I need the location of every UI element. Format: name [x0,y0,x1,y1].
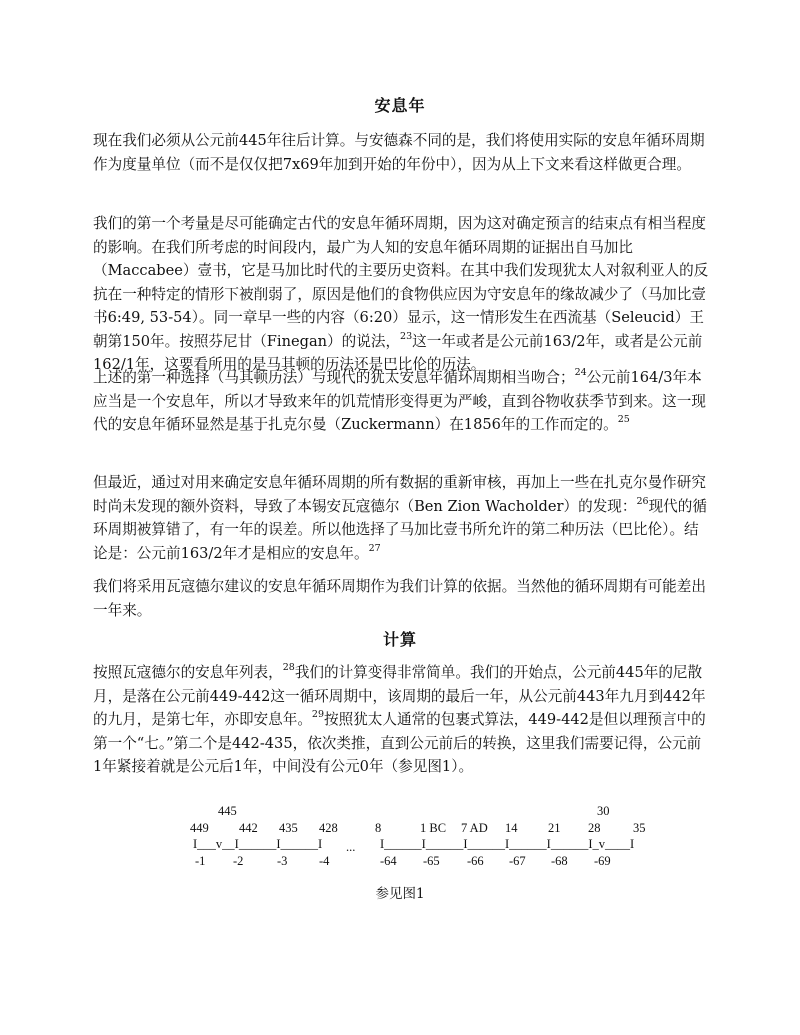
paragraph-2-text-b: 这一年或者是公元前163/2年，或者是公元前162/1年，这要看所用的是马其顿的历法还是巴比伦的历法。 [93,332,703,373]
paragraph-5: 我们将采用瓦寇德尔建议的安息年循环周期作为我们计算的依据。当然他的循环周期有可能差出一年来。 [93,578,706,619]
footnote-ref[interactable]: 27 [368,542,381,554]
paragraph-2 [93,212,709,377]
cycle-count: -3 [277,854,288,868]
ellipsis: ... [346,840,356,854]
year-label: 449 [190,821,209,835]
cycle-count: -2 [233,854,244,868]
year-label: 21 [548,821,561,835]
paragraph-6-text-b: 我们的计算变得非常简单。我们的开始点，公元前445年的尼散月，是落在公元前449-442这一循环周期中，该周期的最后一年，从公元前443年九月到442年的九月，是第七年，亦即安息年。 [93,664,706,728]
year-label: 428 [319,821,338,835]
footnote-ref[interactable]: 25 [617,414,630,426]
paragraph-3-text-b: 公元前164/3年本应当是一个安息年，所以才导致来年的饥荒情形变得更为严峻，直到谷物收获季节到来。这一现代的安息年循环显然是基于扎克尔曼（Zuckermann）在1856年的工作而定的。 [93,369,706,433]
cycle-count: -67 [509,854,526,868]
year-label: 442 [239,821,258,835]
cycle-count: -1 [195,854,206,868]
footnote-ref[interactable]: 24 [574,367,587,379]
year-label: 7 AD [461,821,488,835]
paragraph-4-text-a: 但最近，通过对用来确定安息年循环周期的所有数据的重新审核，再加上一些在扎克尔曼作研究时尚未发现的额外资料，导致了本锡安瓦寇德尔（Ben Zion Wacholder）的发现： [93,474,706,515]
cycle-line-right: I______I______I______I______I______I_v____I [380,837,635,851]
paragraph-6-text-a: 按照瓦寇德尔的安息年列表， [93,664,283,681]
paragraph-4-text-b: 现代的循环周期被算错了，有一年的误差。所以他选择了马加比壹书所允许的第二种历法（巴比伦）。结论是：公元前163/2年才是相应的安息年。 [93,497,707,562]
footnote-ref[interactable]: 29 [311,709,325,721]
cycle-count: -68 [551,854,568,868]
mark-above-30: 30 [597,804,610,818]
cycle-count: -4 [319,854,330,868]
section-title-sabbatical-year: 安息年 [374,96,426,115]
paragraph-6 [93,661,709,779]
cycle-line-left: I___v__I______I______I [193,837,323,851]
paragraph-2-text-a: 我们的第一个考量是尽可能确定古代的安息年循环周期，因为这对确定预言的结束点有相当程度的影响。在我们所考虑的时间段内，最广为人知的安息年循环周期的证据出自马加比（Maccabee）壹书，它是马加比时代的主要历史资料。在其中我们发现犹太人对叙利亚人的反抗在一种特定的情形下被削弱了，原因是他们的食物供应因为守安息年的缘故减少了（马加比壹书6:49, 53-54）。同一章早一些的内容（6:20）显示，这一情形发生在西流基（Seleucid）王朝第150年。按照芬尼甘（Finegan）的说法， [93,215,709,350]
section-title-calculation: 计算 [382,630,417,649]
cycle-count: -66 [467,854,484,868]
year-label: 435 [279,821,298,835]
footnote-ref[interactable]: 23 [400,330,413,342]
mark-above-445: 445 [218,804,237,818]
year-label: 35 [633,821,646,835]
year-label: 28 [588,821,601,835]
footnote-ref[interactable]: 28 [282,662,295,674]
year-label: 1 BC [420,821,447,835]
figure-caption: 参见图1 [375,886,425,902]
sabbatical-cycle-diagram [0,800,800,880]
cycle-count: -69 [594,854,611,868]
paragraph-6-text-c: 按照犹太人通常的包裹式算法，449-442是但以理预言中的第一个“七。”第二个是442-435，依次类推，直到公元前后的转换，这里我们需要记得，公元前1年紧接着就是公元后1年，中间没有公元0年（参见图1）。 [93,711,706,775]
cycle-count: -65 [423,854,440,868]
footnote-ref[interactable]: 26 [636,495,649,507]
paragraph-3-text-a: 上述的第一种选择（马其顿历法）与现代的犹太安息年循环周期相当吻合； [93,369,575,386]
paragraph-3 [93,366,709,437]
cycle-count: -64 [380,854,397,868]
paragraph-1: 现在我们必须从公元前445年往后计算。与安德森不同的是，我们将使用实际的安息年循环周期作为度量单位（而不是仅仅把7x69年加到开始的年份中），因为从上下文来看这样做更合理。 [93,132,705,173]
paragraph-4 [93,471,709,565]
year-label: 8 [375,821,382,835]
year-label: 14 [505,821,518,835]
